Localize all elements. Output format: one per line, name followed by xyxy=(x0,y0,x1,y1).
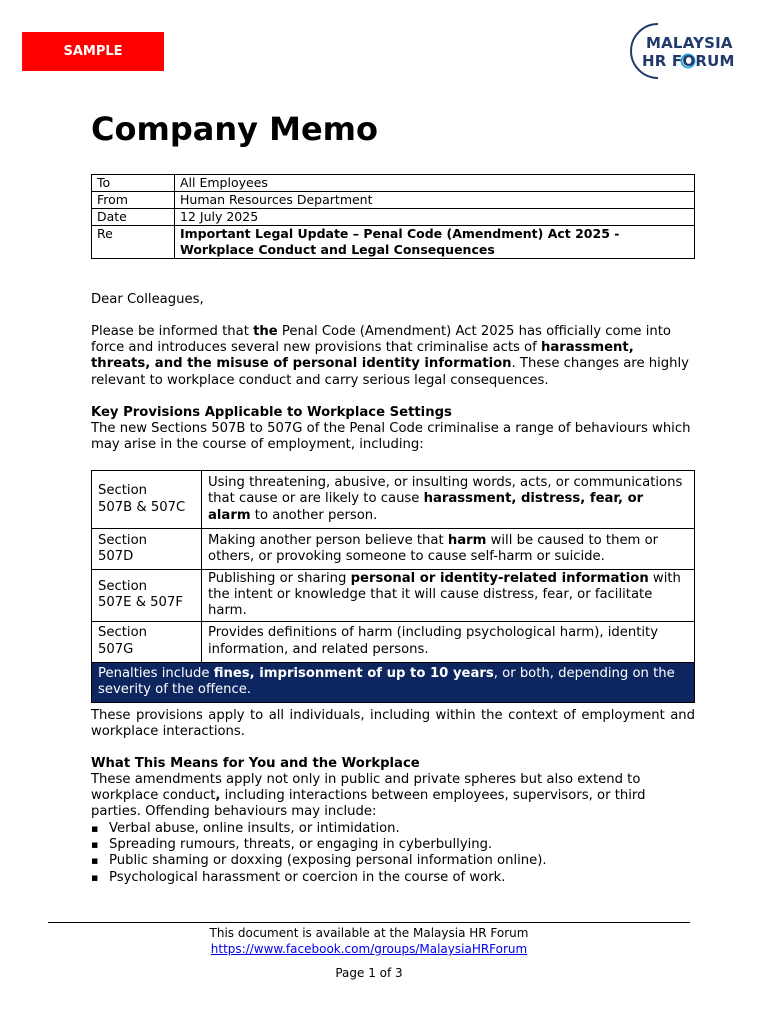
provision-description xyxy=(202,621,695,662)
workplace-text-2: , xyxy=(215,788,221,804)
section-label: Section xyxy=(98,532,147,548)
memo-from-row xyxy=(92,192,695,209)
workplace-heading: What This Means for You and the Workplace xyxy=(91,756,420,771)
desc-bold: harm xyxy=(447,532,487,548)
desc-bold: personal or identity-related information xyxy=(350,571,649,586)
memo-re-line2: Workplace Conduct and Legal Consequences xyxy=(180,242,495,257)
provision-section xyxy=(92,529,202,570)
logo-text-line1: MALAYSIA xyxy=(646,34,733,52)
penalty-banner xyxy=(92,662,695,702)
workplace-paragraph xyxy=(91,772,695,821)
provision-description xyxy=(202,570,695,622)
memo-re-label: Re xyxy=(92,226,175,259)
malaysia-hr-forum-logo xyxy=(628,20,738,82)
penalty-text: Penalties include xyxy=(98,665,214,681)
provision-description xyxy=(202,471,695,529)
section-label: Section xyxy=(98,625,147,641)
provision-section xyxy=(92,570,202,622)
workplace-text-1: These amendments apply not only in public and private spheres but also extend to workplace conduct xyxy=(91,772,641,804)
key-provisions-text: The new Sections 507B to 507G of the Penal Code criminalise a range of behaviours which may arise in the course of employment, including: xyxy=(91,421,691,453)
page-title: Company Memo xyxy=(91,110,378,148)
section-number: 507D xyxy=(98,549,134,564)
memo-to-label: To xyxy=(92,175,175,192)
intro-text-3: Penal Code (Amendment) Act 2025 has officially come into force and introduces several new provisions that criminalise acts of xyxy=(91,324,671,356)
memo-to-value: All Employees xyxy=(175,175,695,192)
desc-text: Publishing or sharing xyxy=(208,571,351,586)
memo-re-row xyxy=(92,226,695,259)
section-label: Section xyxy=(98,579,147,595)
memo-re-value xyxy=(175,226,695,259)
section-number: 507G xyxy=(98,641,134,657)
memo-date-row xyxy=(92,209,695,226)
provision-row xyxy=(92,471,695,529)
list-item: ▪ Psychological harassment or coercion in the course of work. xyxy=(91,870,695,886)
desc-text: will be caused to them or others, or provoking someone to cause self-harm or suicide. xyxy=(208,532,659,564)
list-item: ▪ Spreading rumours, threats, or engaging in cyberbullying. xyxy=(91,837,695,853)
apply-paragraph: These provisions apply to all individuals, including within the context of employment and workplace interactions. xyxy=(91,708,695,740)
sample-badge: SAMPLE xyxy=(22,32,164,71)
section-number: 507B & 507C xyxy=(98,499,186,515)
intro-paragraph xyxy=(91,324,695,389)
memo-re-line1: Important Legal Update – Penal Code (Amendment) Act 2025 - xyxy=(180,226,620,241)
memo-from-label: From xyxy=(92,192,175,209)
footer-divider xyxy=(48,922,690,923)
memo-date-label: Date xyxy=(92,209,175,226)
penalty-text: , or both, depending on the severity of the offence. xyxy=(98,665,675,698)
section-label: Section xyxy=(98,483,147,499)
desc-bold: harassment, distress, fear, or alarm xyxy=(208,491,644,523)
desc-text: Making another person believe that xyxy=(208,532,448,548)
provision-row xyxy=(92,570,695,622)
page-number: Page 1 of 3 xyxy=(335,966,403,980)
desc-text: with the intent or knowledge that it will cause distress, fear, or facilitate harm. xyxy=(208,571,681,619)
key-provisions-heading: Key Provisions Applicable to Workplace Settings xyxy=(91,405,452,420)
footer-link-line xyxy=(48,942,690,956)
provision-row xyxy=(92,529,695,570)
desc-text: Provides definitions of harm (including psychological harm), identity information, and related persons. xyxy=(208,625,659,657)
workplace-text-3: including interactions between employees, supervisors, or third parties. Offending behaviours may include: xyxy=(91,788,646,820)
footer-link[interactable]: https://www.facebook.com/groups/MalaysiaHRForum xyxy=(210,942,528,956)
memo-to-row xyxy=(92,175,695,192)
intro-text-4: harassment, threats, and the misuse of personal identity information xyxy=(91,340,634,372)
provision-description xyxy=(202,529,695,570)
memo-from-value: Human Resources Department xyxy=(175,192,695,209)
memo-date-value: 12 July 2025 xyxy=(175,209,695,226)
list-item: ▪ Public shaming or doxxing (exposing personal information online). xyxy=(91,853,695,869)
provision-row xyxy=(92,621,695,662)
behaviours-list xyxy=(91,821,695,886)
provisions-table xyxy=(91,470,695,703)
penalty-bold: fines, imprisonment of up to 10 years xyxy=(213,665,494,681)
intro-text-1: Please be informed that xyxy=(91,324,254,339)
greeting: Dear Colleagues, xyxy=(91,292,204,307)
intro-text-2: the xyxy=(253,324,278,339)
desc-text: Using threatening, abusive, or insulting words, acts, or communications that cause or are likely to cause xyxy=(208,475,683,507)
desc-text: to another person. xyxy=(250,507,378,523)
penalty-row xyxy=(92,662,695,702)
logo-text-line2: HR FORUM xyxy=(642,52,735,70)
footer-text: This document is available at the Malaysia HR Forum xyxy=(209,926,529,940)
intro-text-5: . These changes are highly relevant to workplace conduct and carry serious legal consequences. xyxy=(91,356,689,388)
provision-section xyxy=(92,471,202,529)
list-item: ▪ Verbal abuse, online insults, or intimidation. xyxy=(91,821,695,837)
provision-section xyxy=(92,621,202,662)
memo-header-table xyxy=(91,174,695,259)
section-number: 507E & 507F xyxy=(98,595,183,611)
